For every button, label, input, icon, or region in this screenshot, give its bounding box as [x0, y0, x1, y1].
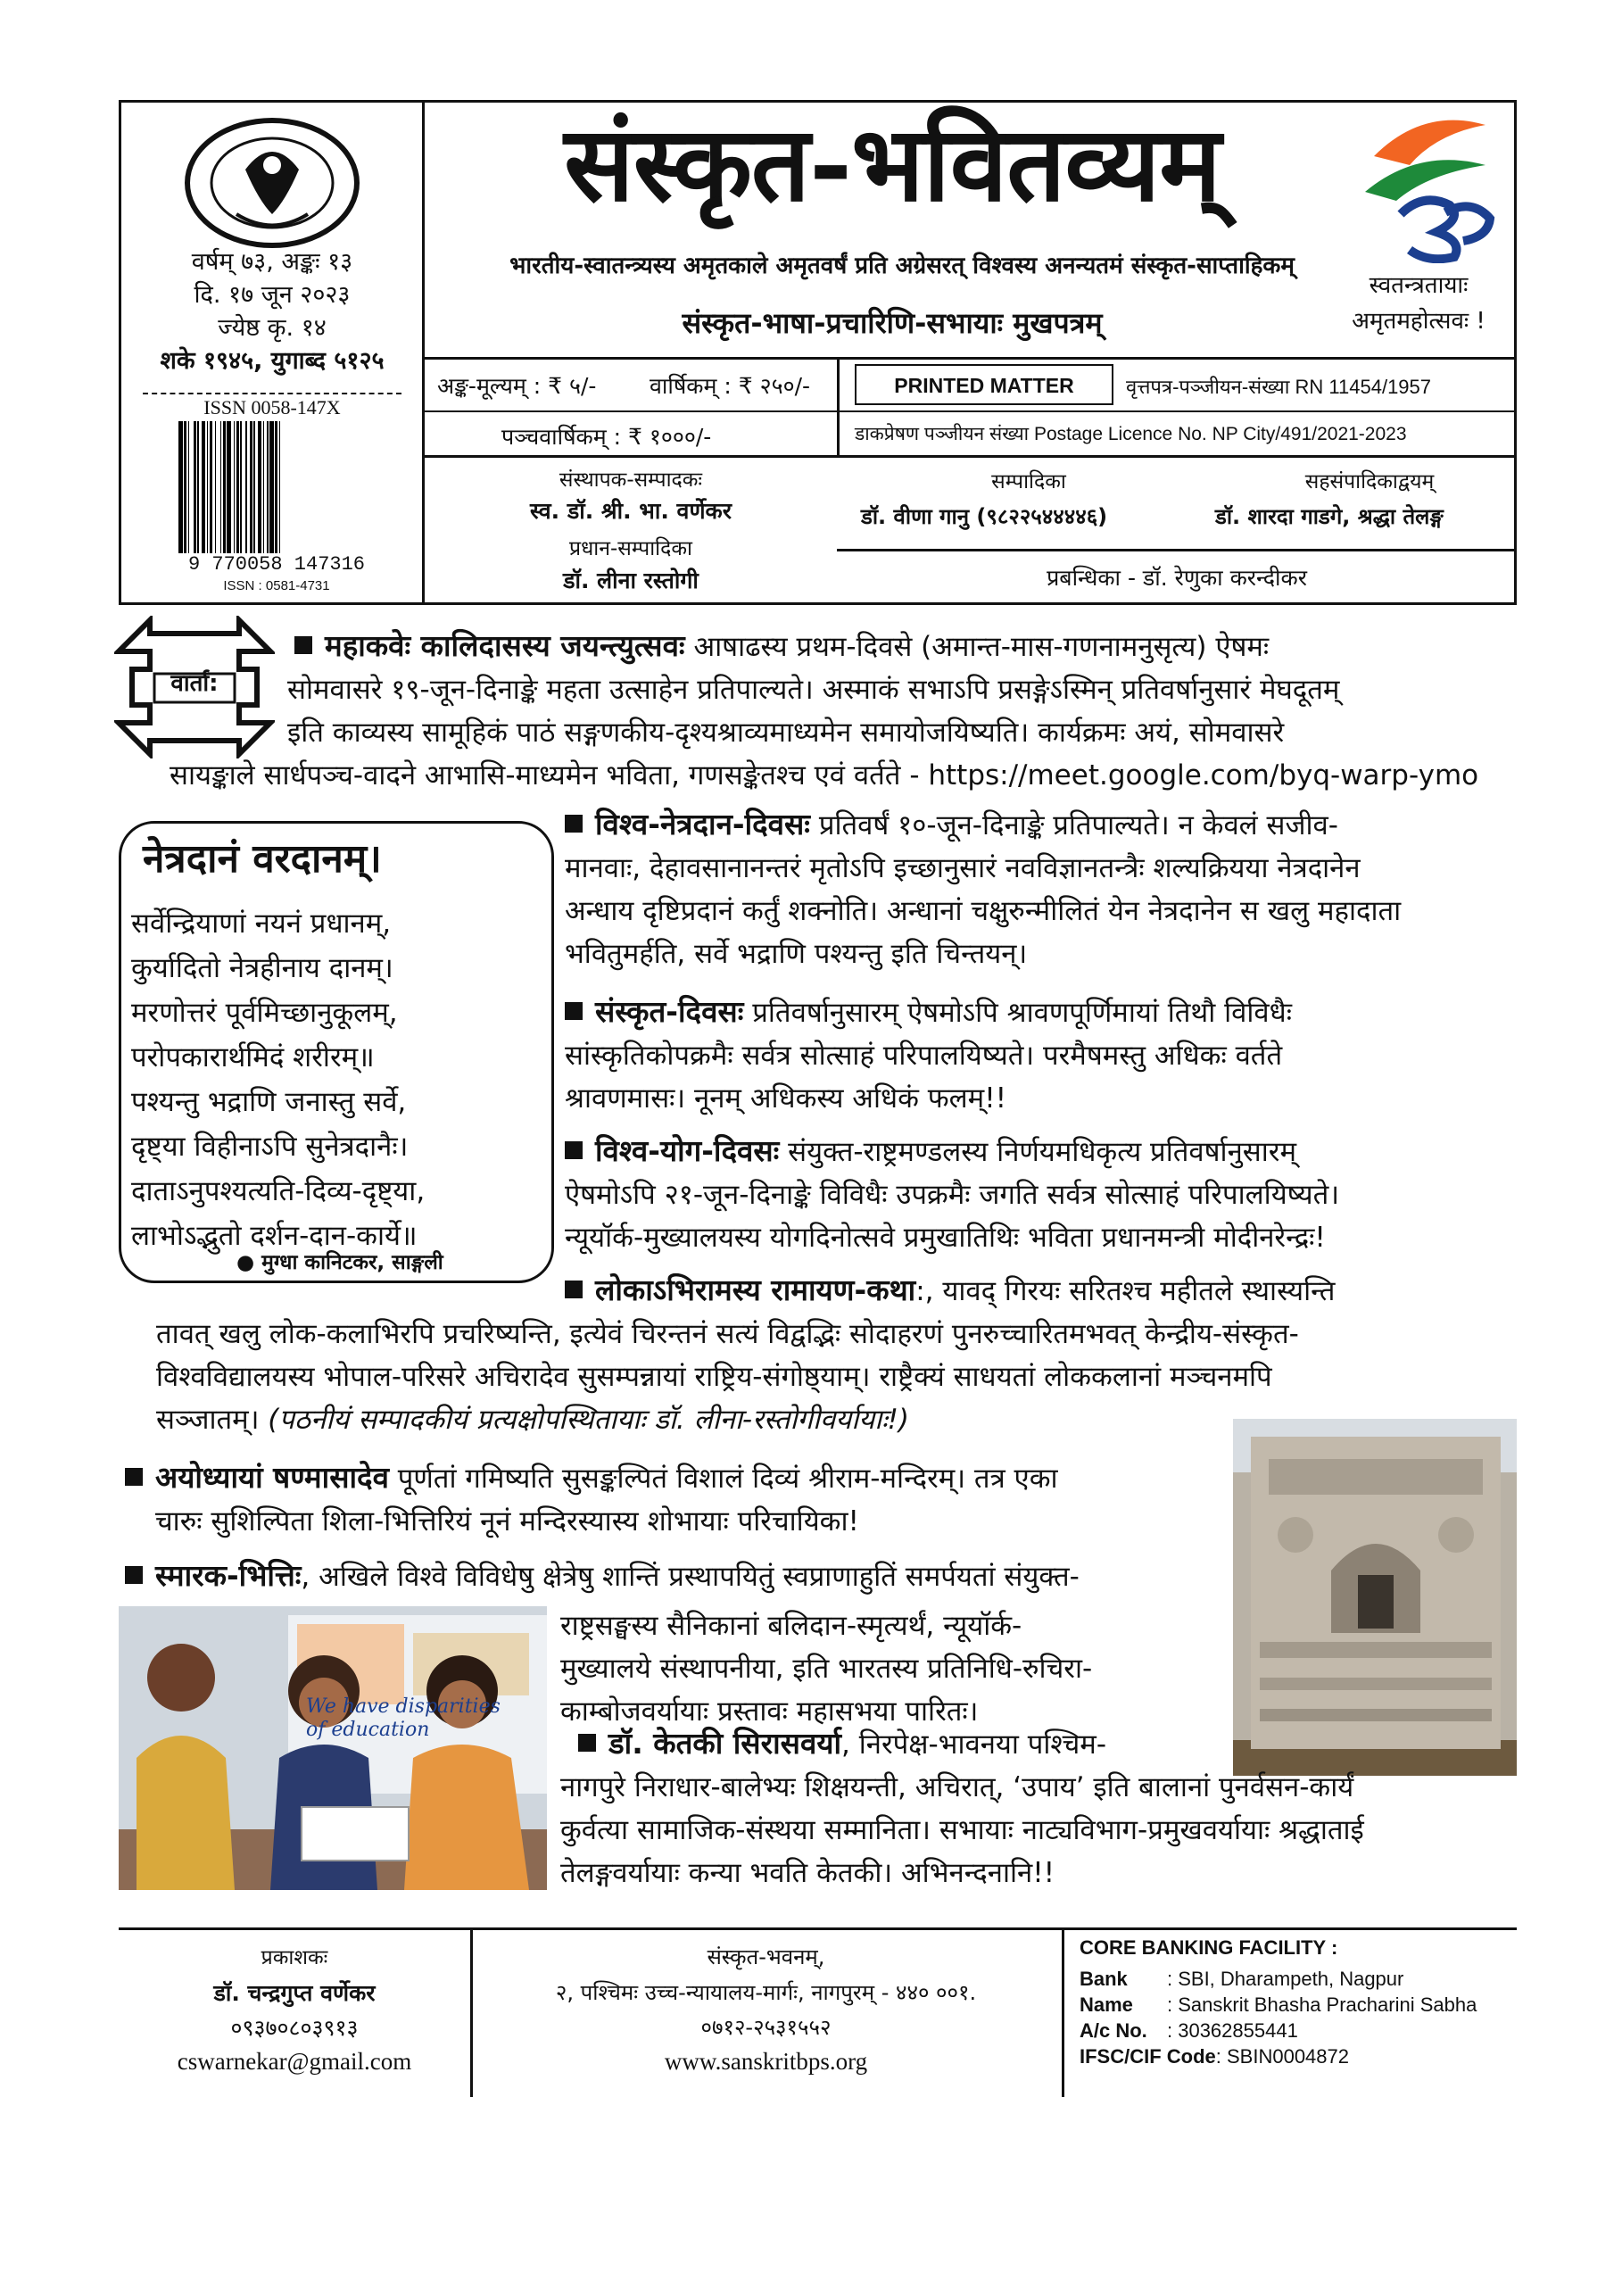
website: www.sanskritbps.org — [664, 2048, 868, 2075]
emblem-caption-2: अमृतमहोत्सवः ! — [1352, 308, 1485, 335]
issue-shaka: शके १९४५, युगाब्द ५१२५ — [160, 347, 385, 375]
ketaki-news: डॉ. केतकी सिरासवर्या, निरपेक्ष-भावनया पश्चिम- नागपुरे निराधार-बालेभ्यः शिक्षयन्ती, अचिरात्, ‘उपाय’ इति बालानां पुनर्वसन-कार्यं कुर्वत्या सामाजिक-संस्थया सम्मानिता। सभायाः नाट्यविभाग-प्रमुखवर्यायाः श्रद्धाताई तेलङ्गवर्यायाः कन्या भवति केतकी। अभिनन्दनानि!! — [560, 1726, 1364, 1889]
barcode — [178, 421, 375, 555]
bank-details: Bank : SBI, Dharampeth, Nagpur Name : Sanskrit Bhasha Pracharini Sabha A/c No. : 30362855441 IFSC/CIF Code: SBIN0004872 — [1080, 1968, 1477, 2068]
issue-price: अङ्क-मूल्यम् : ₹ ५/- — [437, 373, 597, 399]
coeditors-names: डॉ. शारदा गाडगे, श्रद्धा तेलङ्ग — [1215, 504, 1444, 529]
bullet-icon — [565, 815, 583, 833]
bank-title: CORE BANKING FACILITY : — [1080, 1936, 1338, 1959]
issn-bottom: ISSN : 0581-4731 — [223, 578, 330, 593]
publisher-name: डॉ. चन्द्रगुप्त वर्णेकर — [213, 1980, 376, 2006]
kalidasa-news: महाकवेः कालिदासस्य जयन्त्युत्सवः आषाढस्य प्रथम-दिवसे (अमान्त-मास-गणनामनुसृत्य) ऐषमः सोमवासरे १९-जून-दिनाङ्के महता उत्साहेन प्रतिपाल्यते। अस्माकं सभाऽपि प्रसङ्गेऽस्मिन् प्रतिवर्षानुसारं मेघदूतम् इति काव्यस्य सामूहिकं पाठं सङ्गणकीय-दृश्यश्राव्यमाध्यमेन समायोजयिष्यति। कार्यक्रमः अयं, सोमवासरे सायङ्काले सार्धपञ्च-वादने आभासि-माध्यमेन भविता, गणसङ्केतश्च एवं वर्तते - https://meet.google.com/byq-warp-ymo — [170, 628, 1479, 792]
office-phone: ०७१२-२५३१५५२ — [700, 2015, 832, 2040]
ramayana-news: लोकाऽभिरामस्य रामायण-कथा:, यावद् गिरयः सरितश्च महीतले स्थास्यन्ति तावत् खलु लोक-कलाभिरपि प्रचरिष्यन्ति, इत्येवं चिरन्तनं सत्यं विद्वद्भिः सोदाहरणं पुनरुच्चारितमभवत् केन्द्रीय-संस्कृत- विश्वविद्यालयस्य भोपाल-परिसरे अचिरादेव सुसम्पन्नायां राष्ट्रिय-संगोष्ठ्याम्। राष्ट्रैक्यं साधयतां लोककलानां मञ्चनमपि सञ्जातम्। (पठनीयं सम्पादकीयं प्रत्यक्षोपस्थितायाः डॉ. लीना-रस्तोगीवर्यायाः!) — [156, 1272, 1336, 1436]
poem-line: पश्यन्तु भद्राणि जनास्तु सर्वे, — [131, 1086, 407, 1118]
issue-year: वर्षम् ७३, अङ्कः १३ — [191, 248, 353, 276]
postal-licence: डाकप्रेषण पञ्जीयन संख्या Postage Licence No. NP City/491/2021-2023 — [855, 424, 1407, 444]
pricing-bottomline — [425, 455, 1517, 458]
newspaper-title: संस्कृत-भवितव्यम् — [564, 104, 1221, 225]
issue-date: दि. १७ जून २०२३ — [194, 281, 351, 309]
poem-line: दृष्ट्या विहीनाऽपि सुनेत्रदानैः। — [131, 1131, 409, 1163]
award-photo — [119, 1606, 547, 1890]
photo-banner-text: We have disparities of education — [306, 1695, 501, 1741]
barcode-digits: 9 770058 147316 — [161, 553, 393, 576]
editor-name: डॉ. वीणा गानु (९८२२५४४४४६) — [861, 504, 1108, 529]
manager: प्रबन्धिका - डॉ. रेणुका करन्दीकर — [1047, 565, 1307, 591]
poem-line: दाताऽनुपश्यत्यति-दिव्य-दृष्ट्या, — [131, 1175, 426, 1207]
poem-title: नेत्रदानं वरदानम्। — [143, 836, 382, 882]
bullet-icon — [125, 1468, 143, 1486]
editor-label: सम्पादिका — [991, 470, 1066, 493]
memorial-wall-news-cont: राष्ट्रसङ्घस्य सैनिकानां बलिदान-स्मृत्यर्थं, न्यूयॉर्क- मुख्यालये संस्थापनीया, इति भारतस्य प्रतिनिधि-रुचिरा- काम्बोजवर्यायाः प्रस्तावः महासभया पारितः। — [560, 1610, 1093, 1728]
varta-label: वार्ता: — [170, 670, 219, 697]
ayodhya-news: अयोध्यायां षण्मासादेव पूर्णतां गमिष्यति सुसङ्कल्पितं विशालं दिव्यं श्रीराम-मन्दिरम्। तत्र एका चारुः सुशिल्पिता शिला-भित्तिरियं नूनं मन्दिरस्यास्य शोभायाः परिचायिका! — [125, 1456, 1231, 1543]
chief-editor-name: डॉ. लीना रस्तोगी — [563, 568, 699, 593]
mouthpiece-line: संस्कृत-भाषा-प्रचारिणि-सभायाः मुखपत्रम् — [682, 306, 1103, 340]
bullet-icon — [565, 1002, 583, 1020]
pricing-vsep — [837, 357, 840, 455]
newspaper-subtitle: भारतीय-स्वातन्त्र्यस्य अमृतकाले अमृतवर्षं प्रति अग्रेसरत् विश्वस्य अनन्यतमं संस्कृत-साप्ताहिकम् — [509, 253, 1295, 279]
sabha-logo — [183, 116, 361, 250]
five-year-price: पञ्चवार्षिकम् : ₹ १०००/- — [501, 424, 712, 450]
pricing-midline — [425, 410, 1517, 412]
emblem-caption-1: स्वतन्त्रतायाः — [1369, 272, 1469, 299]
bullet-icon — [125, 1566, 143, 1584]
address: २, पश्चिमः उच्च-न्यायालय-मार्गः, नागपुरम् - ४४० ००१. — [555, 1980, 977, 2005]
issue-info — [129, 245, 415, 377]
chief-editor-label: प्रधान-सम्पादिका — [569, 537, 692, 560]
founder-name: स्व. डॉ. श्री. भा. वर्णेकर — [530, 498, 732, 524]
poem-line: मरणोत्तरं पूर्वमिच्छानुकूलम्, — [131, 997, 398, 1029]
publisher-email: cswarnekar@gmail.com — [177, 2048, 412, 2075]
editors-lower-rule — [837, 549, 1517, 551]
coeditors-label: सहसंपादिकाद्वयम् — [1304, 470, 1435, 493]
bhavan-label: संस्कृत-भवनम्, — [707, 1944, 825, 1969]
amrit-mahotsav-emblem — [1338, 107, 1508, 263]
issue-tithi: ज्येष्ठ कृ. १४ — [218, 314, 327, 342]
bullet-icon — [578, 1734, 596, 1752]
pricing-topline — [425, 357, 1517, 360]
poem-lines — [131, 901, 550, 1258]
poem-line: कुर्यादितो नेत्रहीनाय दानम्। — [131, 952, 393, 984]
publisher-label: प्रकाशकः — [261, 1946, 328, 1969]
founder-label: संस्थापक-सम्पादकः — [559, 468, 703, 492]
footer-topline — [119, 1927, 1517, 1930]
issn-top: ISSN 0058-147X — [203, 396, 341, 419]
eye-donation-news: विश्व-नेत्रदान-दिवसः प्रतिवर्षं १०-जून-दिनाङ्के प्रतिपाल्यते। न केवलं सजीव- मानवाः, देहावसानानन्तरं मृतोऽपि इच्छानुसारं नवविज्ञानतन्त्रैः शल्यक्रियया नेत्रदानेन अन्धाय दृष्टिप्रदानं कर्तुं शक्नोति। अन्धानां चक्षुरुन्मीलितं येन नेत्रदानेन स खलु महादाता भवितुमर्हति, सर्वे भद्राणि पश्यन्तु इति चिन्तयन्। — [565, 807, 1402, 970]
bullet-icon — [294, 636, 312, 654]
publisher-phone: ०९३७०८०३९१३ — [230, 2015, 359, 2041]
memorial-wall-news: स्मारक-भित्तिः, अखिले विश्वे विविधेषु क्षेत्रेषु शान्तिं प्रस्थापयितुं स्वप्राणाहुतिं समर्पयतां संयुक्त- — [125, 1554, 1231, 1598]
footer-vsep-2 — [1062, 1927, 1064, 2097]
bullet-icon — [565, 1141, 583, 1159]
registration-no: वृत्तपत्र-पञ्जीयन-संख्या RN 11454/1957 — [1126, 376, 1432, 398]
bullet-icon — [565, 1281, 583, 1298]
sanskrit-day-news: संस्कृत-दिवसः प्रतिवर्षानुसारम् ऐषमोऽपि श्रावणपूर्णिमायां तिथौ विविधैः सांस्कृतिकोपक्रमैः सर्वत्र सोत्साहं परिपालयिष्यते। परमैषमस्तु अधिकः वर्तते श्रावणमासः। नूनम् अधिकस्य अधिकं फलम्!! — [565, 994, 1292, 1115]
poem-author: ● मुग्धा कानिटकर, साङ्गली — [236, 1251, 443, 1274]
poem-line: सर्वेन्द्रियाणां नयनं प्रधानम्, — [131, 908, 392, 940]
poem-line: लाभोऽद्भुतो दर्शन-दान-कार्ये॥ — [131, 1220, 418, 1252]
dashed-rule — [143, 393, 401, 394]
poem-line: परोपकारार्थमिदं शरीरम्॥ — [131, 1041, 375, 1073]
yoga-day-news: विश्व-योग-दिवसः संयुक्त-राष्ट्रमण्डलस्य निर्णयमधिकृत्य प्रतिवर्षानुसारम् ऐषमोऽपि २१-जून-दिनाङ्के विविधैः उपक्रमैः जगति सर्वत्र सोत्साहं परिपालयिष्यते। न्यूयॉर्क-मुख्यालयस्य योगदिनोत्सवे प्रमुखातिथिः भविता प्रधानमन्त्री मोदीनरेन्द्रः! — [565, 1133, 1340, 1254]
annual-price: वार्षिकम् : ₹ २५०/- — [650, 373, 811, 399]
printed-matter: PRINTED MATTER — [894, 374, 1074, 397]
